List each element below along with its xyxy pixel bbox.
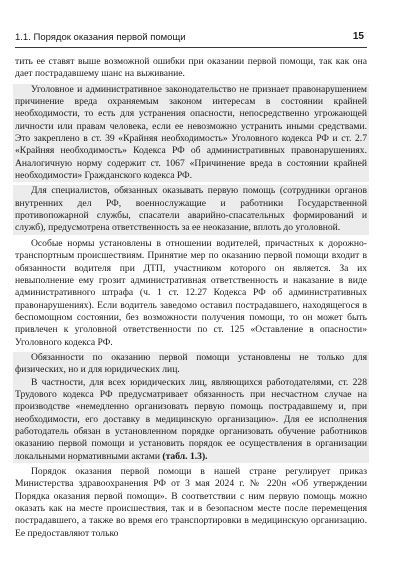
table-reference: (табл. 1.3).: [162, 450, 208, 462]
paragraph-extreme-necessity: [13, 84, 369, 183]
paragraph-text: Особые нормы установлены в отношении водителей, причастных к дорожно-транспортным происшествиям. Принятие мер по оказанию первой помощи входит в обязанности водителя при ДТП, участником которого он является. За их невыполнение ему грозит административная ответственность и наказание в виде административного штрафа (ч. 1 ст. 12.27 Кодекса РФ об административных правонарушениях). Если водитель заведомо оставил пострадавшего, находящегося в беспомощном состоянии, без возможности получения помощи, то он может быть привлечен к уголовной ответственности по ст. 125 «Оставление в опасности» Уголовного кодекса РФ.: [15, 237, 367, 348]
paragraph-legal-entities: [13, 352, 369, 377]
paragraph-order-of-first-aid: [15, 466, 367, 540]
paragraph-employers: [13, 377, 369, 463]
paragraph-text: В частности, для всех юридических лиц, являющихся работодателями, ст. 228 Трудового кодекса РФ предусматривает обязанность при несчастном случае на производстве «немедленно организовать первую помощь пострадавшему и, при необходимости, его доставку в медицинскую организацию». Для ее исполнения работодатель обязан в установленном порядке организовать обучение работников оказанию первой помощи и установить порядок ее осуществления в организации локальными нормативными актами: [15, 376, 367, 462]
paragraph-specialists: [13, 185, 369, 234]
paragraph-text: Порядок оказания первой помощи в нашей стране регулирует приказ Министерства здравоохранения РФ от 3 мая 2024 г. № 220н «Об утверждении Порядка оказания первой помощи». В соответствии с ним первую помощь можно оказать как на месте происшествия, так и в безопасном месте после перемещения пострадавшего, а также во время его транспортировки в медицинскую организацию. Ее предоставляют только: [15, 466, 367, 539]
paragraph-text: Для специалистов, обязанных оказывать первую помощь (сотрудники органов внутренних дел РФ, военнослужащие и работники Государственной противопожарной службы, спасатели аварийно-спасательных формирований и служб), предусмотрена ответственность за ее неоказание, вплоть до уголовной.: [15, 185, 367, 234]
paragraph-text: тить ее ставят выше возможной ошибки при оказании первой помощи, так как она дает пострадавшему шанс на выживание.: [15, 56, 367, 80]
page-number: 15: [352, 31, 364, 42]
running-header-title: 1.1. Порядок оказания первой помощи: [15, 32, 186, 43]
paragraph-drivers: [15, 238, 367, 349]
page-header: [0, 26, 400, 54]
header-divider: [15, 47, 367, 48]
paragraph-text: Обязанности по оказанию первой помощи установлены не только для физических, но и для юридических лиц.: [15, 351, 367, 376]
document-body: [15, 56, 367, 540]
paragraph-text: Уголовное и административное законодательство не признает правонарушением причинение вреда охраняемым законом интересам в состоянии крайней необходимости, то есть для устранения опасности, непосредственно угрожающей личности или правам человека, если ее невозможно устранить иными средствами. Это закреплено в ст. 39 «Крайняя необходимость» Уголовного кодекса РФ и ст. 2.7 «Крайняя необходимость» Кодекса РФ об административных правонарушениях. Аналогичную норму содержит ст. 1067 «Причинение вреда в состоянии крайней необходимости» Гражданского кодекса РФ.: [15, 83, 367, 182]
paragraph-continuation: [15, 56, 367, 81]
